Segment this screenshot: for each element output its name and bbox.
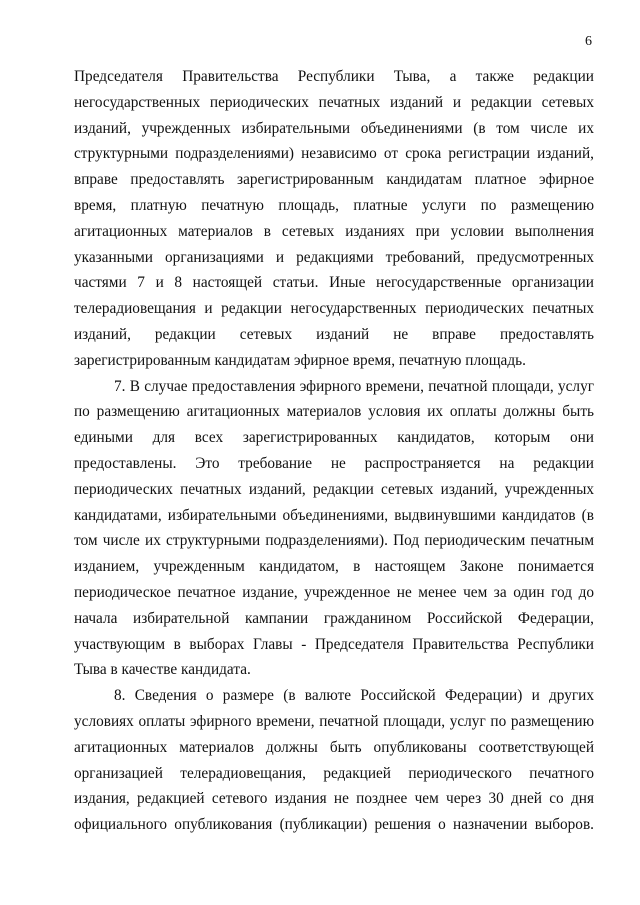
page-number: 6 xyxy=(585,34,592,49)
document-body xyxy=(74,64,594,838)
paragraph-part-8: 8. Сведения о размере (в валюте Российской Федерации) и других условиях оплаты эфирного времени, печатной площади, услуг по размещению агитационных материалов должны быть опубликованы соответствующей организацией телерадиовещания, редакцией периодического печатного издания, редакцией сетевого издания не позднее чем через 30 дней со дня официального опубликования (публикации) решения о назначении выборов. xyxy=(74,687,594,834)
paragraph-part-7: 7. В случае предоставления эфирного времени, печатной площади, услуг по размещению агитационных материалов условия их оплаты должны быть едиными для всех зарегистрированных кандидатов, которым они предоставлены. Это требование не распространяется на редакции периодических печатных изданий, редакции сетевых изданий, учрежденных кандидатами, избирательными объединениями, выдвинувшими кандидатов (в том числе их структурными подразделениями). Под периодическим печатным изданием, учрежденным кандидатом, в настоящем Законе понимается периодическое печатное издание, учрежденное не менее чем за один год до начала избирательной кампании гражданином Российской Федерации, участвующим в выборах Главы - Председателя Правительства Республики Тыва в качестве кандидата. xyxy=(74,377,594,679)
paragraph-continuation: Председателя Правительства Республики Тыва, а также редакции негосударственных периодических печатных изданий и редакции сетевых изданий, учрежденных избирательными объединениями (в том числе их структурными подразделениями) независимо от срока регистрации изданий, вправе предоставлять зарегистрированным кандидатам платное эфирное время, платную печатную площадь, платные услуги по размещению агитационных материалов в сетевых изданиях при условии выполнения указанными организациями и редакциями требований, предусмотренных частями 7 и 8 настоящей статьи. Иные негосударственные организации телерадиовещания и редакции негосударственных периодических печатных изданий, редакции сетевых изданий не вправе предоставлять зарегистрированным кандидатам эфирное время, печатную площадь. xyxy=(74,68,594,369)
